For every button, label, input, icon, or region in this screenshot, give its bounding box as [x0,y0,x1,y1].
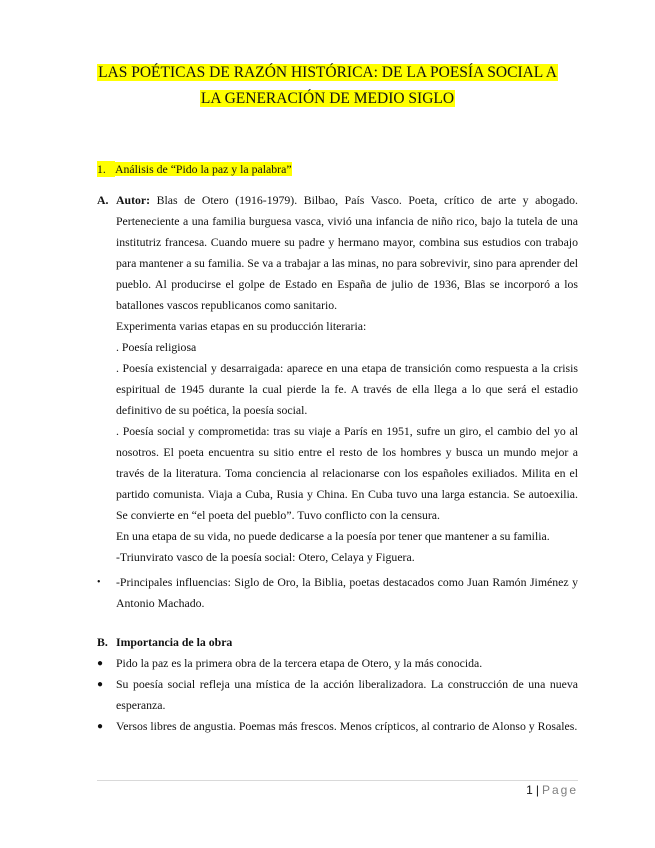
section-1-heading [97,161,292,177]
section-b-letter: B. [97,635,108,649]
stage-existential: . Poesía existencial y desarraigada: aparece en una etapa de transición como respuesta a la crisis espiritual de 1945 durante la cual pierde la fe. A través de ella llega a lo que será el estadio definitivo de su poética, la poesía social. [116,361,578,417]
stage-religious: . Poesía religiosa [116,340,197,354]
section-b-heading-text: Importancia de la obra [116,635,233,649]
author-label: Autor: [116,193,151,207]
section-a-body [116,190,578,568]
footer-separator: | [535,783,539,797]
footer-divider [97,780,578,781]
influences-text: -Principales influencias: Siglo de Oro, la Biblia, poetas destacados como Juan Ramón Jiménez y Antonio Machado. [116,575,578,610]
page-number: 1 [526,783,533,797]
section-1-heading-text: Análisis de “Pido la paz y la palabra” [115,162,292,176]
page-footer [526,782,578,798]
triumvirate-paragraph: -Triunvirato vasco de la poesía social: Otero, Celaya y Figuera. [116,550,415,564]
bullet-dot-icon: ● [97,658,104,669]
section-1-number: 1. [97,161,115,177]
importance-bullet-text: Pido la paz es la primera obra de la tercera etapa de Otero, y la más conocida. [116,656,483,670]
bullet-dot-icon: ● [97,679,104,690]
stages-intro: Experimenta varias etapas en su producción literaria: [116,319,367,333]
family-paragraph: En una etapa de su vida, no puede dedicarse a la poesía por tener que mantener a su familia. [116,529,550,543]
importance-bullet [97,674,578,716]
stage-social: . Poesía social y comprometida: tras su viaje a París en 1951, sufre un giro, el cambio del yo al nosotros. El poeta encuentra su sitio entre el resto de los hombres y busca un mundo mejor a través de la literatura. Toma conciencia al relacionarse con los españoles exiliados. Milita en el partido comunista. Viaja a Cuba, Rusia y China. En Cuba tuvo una larga estancia. Se autoexilia. Se convierte en “el poeta del pueblo”. Tuvo conflicto con la censura. [116,424,578,522]
page-word: Page [541,783,578,797]
author-intro: Blas de Otero (1916-1979). Bilbao, País Vasco. Poeta, crítico de arte y abogado. Perteneciente a una familia burguesa vasca, vivió una infancia de niño rico, bajo la tutela de una institutriz francesa. Cuando muere su padre y hermano mayor, combina sus estudios con trabajo para mantener a su familia. Se va a trabajar a las minas, no para sobrevivir, sino para aprender del pueblo. Al producirse el golpe de Estado en España de julio de 1936, Blas se incorporó a los batallones vascos republicanos como sanitario. [116,193,578,312]
bullet-dot-icon: ● [97,721,104,732]
title-line-1-text: LAS POÉTICAS DE RAZÓN HISTÓRICA: DE LA POESÍA SOCIAL A [98,64,557,81]
author-paragraph [116,190,578,316]
title-line-2-text: LA GENERACIÓN DE MEDIO SIGLO [200,90,455,107]
importance-bullet-text: Su poesía social refleja una mística de la acción liberalizadora. La construcción de una nueva esperanza. [116,677,578,712]
document-title-line-1 [0,63,655,83]
importance-bullet [97,653,578,674]
influences-bullet [97,572,578,614]
document-title-line-2 [0,89,655,109]
importance-bullet-text: Versos libres de angustia. Poemas más frescos. Menos crípticos, al contrario de Alonso y Rosales. [116,719,578,733]
bullet-dot-icon: • [97,577,101,588]
section-a-letter: A. [97,193,109,207]
section-b-heading [97,632,232,652]
importance-bullet [97,716,578,737]
